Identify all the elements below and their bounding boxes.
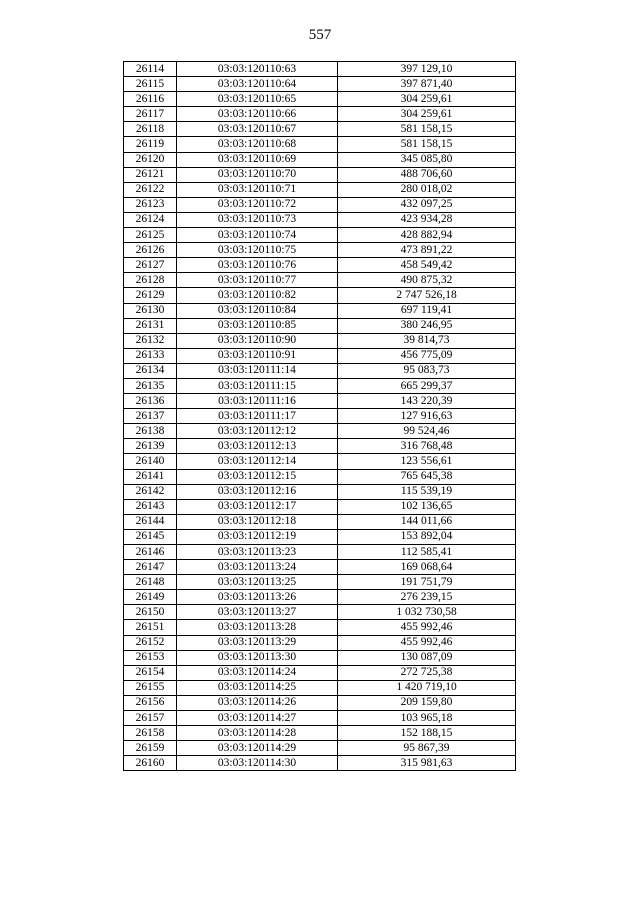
cadastral-number-cell: 03:03:120111:17	[177, 409, 338, 424]
cadastral-number-cell: 03:03:120110:64	[177, 77, 338, 92]
cadastral-value-cell: 191 751,79	[338, 575, 516, 590]
row-number-cell: 26159	[124, 741, 177, 756]
cadastral-number-cell: 03:03:120110:68	[177, 137, 338, 152]
cadastral-value-cell: 95 867,39	[338, 741, 516, 756]
cadastral-number-cell: 03:03:120110:85	[177, 318, 338, 333]
cadastral-number-cell: 03:03:120112:17	[177, 499, 338, 514]
cadastral-number-cell: 03:03:120110:70	[177, 167, 338, 182]
cadastral-number-cell: 03:03:120114:27	[177, 711, 338, 726]
row-number-cell: 26137	[124, 409, 177, 424]
table-row	[124, 62, 516, 77]
cadastral-value-cell: 152 188,15	[338, 726, 516, 741]
row-number-cell: 26128	[124, 273, 177, 288]
cadastral-number-cell: 03:03:120110:63	[177, 62, 338, 77]
table-row	[124, 439, 516, 454]
cadastral-value-cell: 95 083,73	[338, 363, 516, 378]
row-number-cell: 26117	[124, 107, 177, 122]
cadastral-value-cell: 209 159,80	[338, 695, 516, 710]
cadastral-number-cell: 03:03:120113:26	[177, 590, 338, 605]
cadastral-value-cell: 99 524,46	[338, 424, 516, 439]
row-number-cell: 26120	[124, 152, 177, 167]
table-row	[124, 333, 516, 348]
cadastral-number-cell: 03:03:120113:28	[177, 620, 338, 635]
table-row	[124, 454, 516, 469]
table-row	[124, 288, 516, 303]
table-row	[124, 529, 516, 544]
cadastral-value-cell: 276 239,15	[338, 590, 516, 605]
cadastral-number-cell: 03:03:120110:72	[177, 197, 338, 212]
cadastral-number-cell: 03:03:120112:13	[177, 439, 338, 454]
table-row	[124, 77, 516, 92]
cadastral-number-cell: 03:03:120110:82	[177, 288, 338, 303]
cadastral-number-cell: 03:03:120112:16	[177, 484, 338, 499]
row-number-cell: 26121	[124, 167, 177, 182]
table-row	[124, 756, 516, 771]
row-number-cell: 26135	[124, 378, 177, 393]
cadastral-number-cell: 03:03:120110:90	[177, 333, 338, 348]
cadastral-value-cell: 143 220,39	[338, 394, 516, 409]
table-row	[124, 424, 516, 439]
cadastral-value-cell: 397 129,10	[338, 62, 516, 77]
cadastral-number-cell: 03:03:120110:67	[177, 122, 338, 137]
table-row	[124, 620, 516, 635]
table-row	[124, 107, 516, 122]
cadastral-number-cell: 03:03:120114:25	[177, 680, 338, 695]
cadastral-number-cell: 03:03:120111:16	[177, 394, 338, 409]
cadastral-value-cell: 280 018,02	[338, 182, 516, 197]
cadastral-value-cell: 455 992,46	[338, 620, 516, 635]
cadastral-value-cell: 765 645,38	[338, 469, 516, 484]
row-number-cell: 26138	[124, 424, 177, 439]
cadastral-number-cell: 03:03:120114:26	[177, 695, 338, 710]
cadastral-value-cell: 127 916,63	[338, 409, 516, 424]
row-number-cell: 26139	[124, 439, 177, 454]
row-number-cell: 26158	[124, 726, 177, 741]
row-number-cell: 26152	[124, 635, 177, 650]
row-number-cell: 26140	[124, 454, 177, 469]
cadastral-number-cell: 03:03:120112:14	[177, 454, 338, 469]
table-row	[124, 318, 516, 333]
cadastral-value-cell: 456 775,09	[338, 348, 516, 363]
row-number-cell: 26118	[124, 122, 177, 137]
table-row	[124, 137, 516, 152]
cadastral-value-cell: 490 875,32	[338, 273, 516, 288]
cadastral-value-cell: 315 981,63	[338, 756, 516, 771]
cadastral-value-cell: 458 549,42	[338, 258, 516, 273]
table-body	[124, 62, 516, 771]
cadastral-value-cell: 432 097,25	[338, 197, 516, 212]
table-row	[124, 378, 516, 393]
table-row	[124, 258, 516, 273]
table-row	[124, 92, 516, 107]
cadastral-number-cell: 03:03:120110:71	[177, 182, 338, 197]
table-row	[124, 409, 516, 424]
table-row	[124, 469, 516, 484]
table-row	[124, 665, 516, 680]
row-number-cell: 26114	[124, 62, 177, 77]
table-row	[124, 635, 516, 650]
cadastral-value-cell: 455 992,46	[338, 635, 516, 650]
cadastral-value-cell: 153 892,04	[338, 529, 516, 544]
table-row	[124, 197, 516, 212]
cadastral-number-cell: 03:03:120110:91	[177, 348, 338, 363]
row-number-cell: 26126	[124, 243, 177, 258]
table-row	[124, 348, 516, 363]
row-number-cell: 26119	[124, 137, 177, 152]
cadastral-value-cell: 144 011,66	[338, 514, 516, 529]
cadastral-value-cell: 304 259,61	[338, 107, 516, 122]
cadastral-value-cell: 665 299,37	[338, 378, 516, 393]
row-number-cell: 26116	[124, 92, 177, 107]
cadastral-value-cell: 272 725,38	[338, 665, 516, 680]
row-number-cell: 26141	[124, 469, 177, 484]
row-number-cell: 26155	[124, 680, 177, 695]
row-number-cell: 26115	[124, 77, 177, 92]
table-row	[124, 182, 516, 197]
row-number-cell: 26130	[124, 303, 177, 318]
cadastral-value-cell: 130 087,09	[338, 650, 516, 665]
cadastral-value-cell: 316 768,48	[338, 439, 516, 454]
cadastral-value-cell: 423 934,28	[338, 212, 516, 227]
cadastral-number-cell: 03:03:120110:77	[177, 273, 338, 288]
cadastral-value-cell: 345 085,80	[338, 152, 516, 167]
row-number-cell: 26132	[124, 333, 177, 348]
cadastral-number-cell: 03:03:120110:75	[177, 243, 338, 258]
table-row	[124, 575, 516, 590]
cadastral-value-cell: 697 119,41	[338, 303, 516, 318]
table-row	[124, 650, 516, 665]
cadastral-number-cell: 03:03:120111:14	[177, 363, 338, 378]
row-number-cell: 26148	[124, 575, 177, 590]
row-number-cell: 26142	[124, 484, 177, 499]
cadastral-value-cell: 473 891,22	[338, 243, 516, 258]
cadastral-value-cell: 428 882,94	[338, 228, 516, 243]
cadastral-number-cell: 03:03:120114:28	[177, 726, 338, 741]
cadastral-number-cell: 03:03:120112:12	[177, 424, 338, 439]
cadastral-value-cell: 488 706,60	[338, 167, 516, 182]
cadastral-value-cell: 2 747 526,18	[338, 288, 516, 303]
row-number-cell: 26136	[124, 394, 177, 409]
table-row	[124, 680, 516, 695]
cadastral-number-cell: 03:03:120113:25	[177, 575, 338, 590]
row-number-cell: 26129	[124, 288, 177, 303]
row-number-cell: 26143	[124, 499, 177, 514]
table-row	[124, 122, 516, 137]
row-number-cell: 26122	[124, 182, 177, 197]
cadastral-number-cell: 03:03:120110:76	[177, 258, 338, 273]
row-number-cell: 26134	[124, 363, 177, 378]
cadastral-value-cell: 397 871,40	[338, 77, 516, 92]
table-row	[124, 243, 516, 258]
row-number-cell: 26153	[124, 650, 177, 665]
cadastral-number-cell: 03:03:120110:74	[177, 228, 338, 243]
cadastral-number-cell: 03:03:120112:18	[177, 514, 338, 529]
row-number-cell: 26131	[124, 318, 177, 333]
cadastral-value-cell: 1 032 730,58	[338, 605, 516, 620]
table-row	[124, 228, 516, 243]
cadastral-number-cell: 03:03:120114:29	[177, 741, 338, 756]
cadastral-value-cell: 102 136,65	[338, 499, 516, 514]
cadastral-value-cell: 1 420 719,10	[338, 680, 516, 695]
table-row	[124, 605, 516, 620]
table-row	[124, 484, 516, 499]
table-row	[124, 152, 516, 167]
cadastral-number-cell: 03:03:120110:66	[177, 107, 338, 122]
row-number-cell: 26150	[124, 605, 177, 620]
cadastral-value-cell: 581 158,15	[338, 137, 516, 152]
row-number-cell: 26160	[124, 756, 177, 771]
row-number-cell: 26154	[124, 665, 177, 680]
cadastral-number-cell: 03:03:120113:29	[177, 635, 338, 650]
table-row	[124, 695, 516, 710]
table-row	[124, 711, 516, 726]
row-number-cell: 26123	[124, 197, 177, 212]
cadastral-number-cell: 03:03:120111:15	[177, 378, 338, 393]
cadastral-number-cell: 03:03:120114:24	[177, 665, 338, 680]
cadastral-value-cell: 123 556,61	[338, 454, 516, 469]
cadastral-number-cell: 03:03:120113:23	[177, 545, 338, 560]
table-row	[124, 545, 516, 560]
row-number-cell: 26127	[124, 258, 177, 273]
row-number-cell: 26151	[124, 620, 177, 635]
row-number-cell: 26133	[124, 348, 177, 363]
table-row	[124, 167, 516, 182]
cadastral-number-cell: 03:03:120114:30	[177, 756, 338, 771]
table-row	[124, 514, 516, 529]
table-row	[124, 303, 516, 318]
table-row	[124, 499, 516, 514]
page-number: 557	[308, 27, 332, 43]
cadastral-number-cell: 03:03:120112:19	[177, 529, 338, 544]
row-number-cell: 26156	[124, 695, 177, 710]
table-row	[124, 273, 516, 288]
cadastral-number-cell: 03:03:120113:24	[177, 560, 338, 575]
cadastral-number-cell: 03:03:120113:30	[177, 650, 338, 665]
cadastral-number-cell: 03:03:120110:65	[177, 92, 338, 107]
cadastral-value-cell: 115 539,19	[338, 484, 516, 499]
row-number-cell: 26149	[124, 590, 177, 605]
cadastral-value-cell: 304 259,61	[338, 92, 516, 107]
table-row	[124, 212, 516, 227]
cadastral-number-cell: 03:03:120110:69	[177, 152, 338, 167]
cadastral-value-cell: 112 585,41	[338, 545, 516, 560]
table-row	[124, 726, 516, 741]
table-row	[124, 560, 516, 575]
row-number-cell: 26147	[124, 560, 177, 575]
cadastral-value-cell: 39 814,73	[338, 333, 516, 348]
row-number-cell: 26144	[124, 514, 177, 529]
row-number-cell: 26145	[124, 529, 177, 544]
cadastral-value-cell: 581 158,15	[338, 122, 516, 137]
row-number-cell: 26125	[124, 228, 177, 243]
cadastral-number-cell: 03:03:120112:15	[177, 469, 338, 484]
row-number-cell: 26124	[124, 212, 177, 227]
cadastral-number-cell: 03:03:120110:73	[177, 212, 338, 227]
cadastral-number-cell: 03:03:120110:84	[177, 303, 338, 318]
cadastral-number-cell: 03:03:120113:27	[177, 605, 338, 620]
table-row	[124, 741, 516, 756]
cadastral-value-cell: 169 068,64	[338, 560, 516, 575]
table-row	[124, 590, 516, 605]
table-row	[124, 394, 516, 409]
table-row	[124, 363, 516, 378]
row-number-cell: 26146	[124, 545, 177, 560]
cadastral-value-cell: 380 246,95	[338, 318, 516, 333]
cadastral-value-table	[123, 61, 516, 771]
row-number-cell: 26157	[124, 711, 177, 726]
cadastral-value-cell: 103 965,18	[338, 711, 516, 726]
